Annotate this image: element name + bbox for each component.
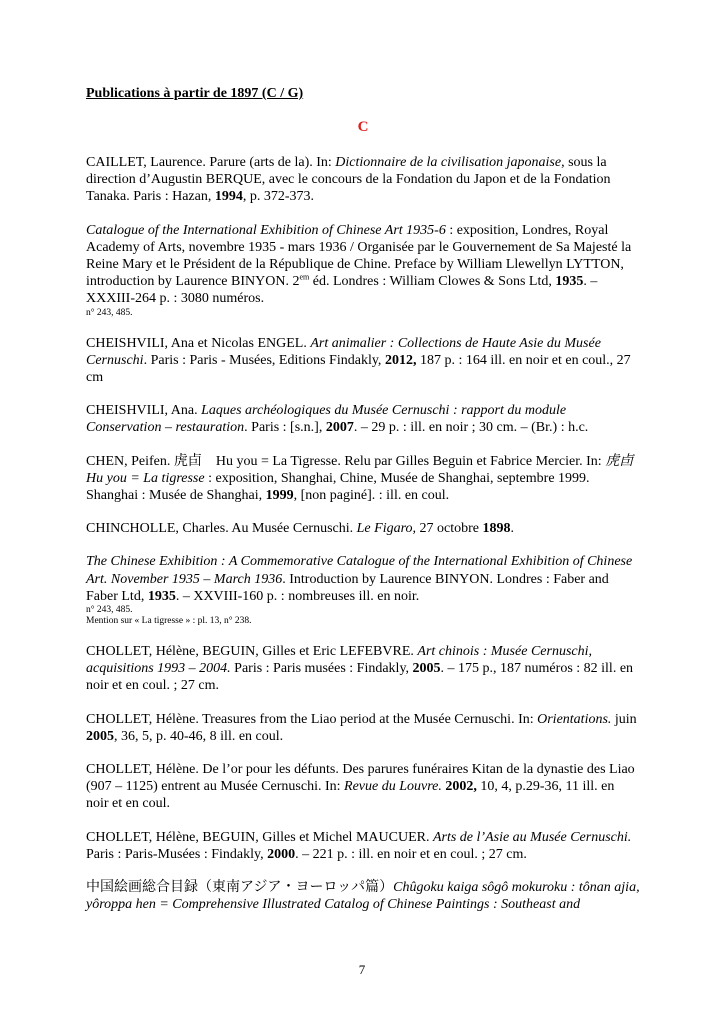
italic-title: Orientations. <box>537 711 612 727</box>
entry-segment: , sous la direction d’Augustin BERQUE, avec le concours de la Fondation du Japon et de la Fondation Tanaka. Paris : Hazan, <box>86 155 611 205</box>
entry-segment: 27 octobre <box>416 521 483 537</box>
italic-title: Dictionnaire de la civilisation japonaise <box>335 155 562 170</box>
entry-segment: . – XXVIII-160 p. : nombreuses ill. en noir. <box>175 588 420 604</box>
bibliography-entry <box>86 829 640 863</box>
entry-text <box>86 335 640 387</box>
italic-title: The Chinese Exhibition : A Commemorative Catalogue of the International Exhibition of Chinese Art. November 1935 – March 1936 <box>86 554 633 587</box>
year: 2007 <box>325 420 354 436</box>
section-letter: C <box>357 119 369 135</box>
entry-text <box>86 222 640 308</box>
entry-segment: Paris : Paris musées : Findakly, <box>230 661 413 677</box>
bibliography-entry <box>86 402 640 436</box>
italic-title: 虎卣 Hu you = La tigresse <box>86 453 648 486</box>
bibliography-entry <box>86 879 640 913</box>
entry-text <box>86 453 648 505</box>
entry-segment: em <box>299 272 310 282</box>
entry-segment: . Introduction by Laurence BINYON. Londres : Faber and Faber Ltd, <box>86 571 609 604</box>
year: 1994 <box>214 189 243 205</box>
entry-segment: CHEN, Peifen. 虎卣 Hu you = La Tigresse. Relu par Gilles Beguin et Fabrice Mercier. In: <box>86 453 606 469</box>
bibliography-entry <box>86 222 640 319</box>
entry-text <box>86 761 640 813</box>
entry-segment: , p. 372-373. <box>242 189 315 205</box>
entry-segment: . Paris : Paris - Musées, Editions Findakly, <box>143 352 385 368</box>
italic-title: Art chinois : Musée Cernuschi, acquisitions 1993 – 2004. <box>86 644 592 677</box>
entry-text <box>86 879 640 913</box>
year: 1935 <box>555 274 584 290</box>
year: 2005 <box>86 728 114 744</box>
italic-title: Le Figaro, <box>356 521 417 537</box>
bibliography-entry <box>86 453 648 505</box>
entry-text <box>86 829 640 863</box>
italic-title: Arts de l’Asie au Musée Cernuschi. <box>432 829 632 845</box>
page-title: Publications à partir de 1897 (C / G) <box>86 86 304 101</box>
entry-segment: : exposition, Shanghai, Chine, Musée de Shanghai, septembre 1999. Shanghai : Musée de Shanghai, <box>86 470 590 504</box>
year: 2002, <box>445 779 477 795</box>
entry-note: n° 243, 485. <box>86 307 133 318</box>
entry-segment: CHINCHOLLE, Charles. Au Musée Cernuschi. <box>86 521 357 537</box>
bibliography-entry <box>86 520 640 537</box>
bibliography-entry <box>86 761 640 813</box>
year: 1999 <box>265 488 294 504</box>
year: 2000 <box>267 846 296 862</box>
entry-segment: . – 221 p. : ill. en noir et en coul. ; 27 cm. <box>295 846 527 862</box>
italic-title: Chûgoku kaiga sôgô mokuroku : tônan ajia, yôroppa hen = Comprehensive Illustrated Catalog of Chinese Paintings : Southeast and <box>86 880 640 913</box>
entry-text <box>86 553 640 605</box>
year: 1898 <box>482 521 511 537</box>
entry-text <box>86 643 640 695</box>
bibliography-entry <box>86 335 640 387</box>
entry-text <box>86 402 640 436</box>
entry-segment: CHEISHVILI, Ana. <box>86 403 202 419</box>
entry-segment: . – XXXIII-264 p. : 3080 numéros. <box>86 274 598 307</box>
bibliography-entry <box>86 154 640 206</box>
entry-segment: : exposition, Londres, Royal Academy of Arts, novembre 1935 - mars 1936 / Organisée par le Gouvernement de Sa Majesté la Reine Mary et le Président de la République de Chine. Preface by William Llewellyn LYTTON, introduction by Laurence BINYON. 2 <box>86 222 632 290</box>
italic-title: Laques archéologiques du Musée Cernuschi : rapport du module Conservation – restauration <box>86 403 567 436</box>
entry-segment: CHOLLET, Hélène. Treasures from the Liao period at the Musée Cernuschi. In: <box>86 711 538 727</box>
entry-segment: 10, 4, p.29-36, 11 ill. en noir et en coul. <box>86 779 615 812</box>
italic-title: Catalogue of the International Exhibition of Chinese Art 1935-6 <box>86 222 446 238</box>
entry-segment: . – 29 p. : ill. en noir ; 30 cm. – (Br.) : h.c. <box>353 420 589 436</box>
bibliography-entry <box>86 643 640 695</box>
entry-text <box>86 154 640 206</box>
entry-segment: , [non paginé]. : ill. en coul. <box>293 488 450 504</box>
bibliography-entry <box>86 711 640 745</box>
entry-segment: Paris : Paris-Musées : Findakly, <box>86 846 268 862</box>
entry-segment: CAILLET, Laurence. Parure (arts de la). In: <box>86 155 336 170</box>
entry-segment: juin <box>611 711 637 727</box>
bibliography-entry <box>86 553 640 627</box>
entry-segment: 中国絵画総合目録（東南アジア・ヨーロッパ篇） <box>86 880 394 896</box>
entry-text <box>86 520 640 537</box>
bibliography-list <box>86 154 648 914</box>
page-number: 7 <box>358 962 366 977</box>
entry-segment: . – 175 p., 187 numéros : 82 ill. en noir et en coul. ; 27 cm. <box>86 661 634 694</box>
entry-text <box>86 711 640 745</box>
year: 2005 <box>412 661 441 677</box>
entry-segment: CHOLLET, Hélène, BEGUIN, Gilles et Eric LEFEBVRE. <box>86 644 418 660</box>
entry-segment: 187 p. : 164 ill. en noir et en coul., 27 cm <box>86 352 631 386</box>
entry-segment: . Paris : [s.n.], <box>244 420 326 436</box>
document-page <box>86 86 648 930</box>
italic-title: Art animalier : Collections de Haute Asie du Musée Cernuschi <box>86 335 601 368</box>
entry-note: n° 243, 485. <box>86 605 133 616</box>
entry-segment: éd. Londres : William Clowes & Sons Ltd, <box>309 274 556 290</box>
year: 1935 <box>147 588 176 604</box>
entry-segment: CHEISHVILI, Ana et Nicolas ENGEL. <box>86 335 311 351</box>
entry-note: Mention sur « La tigresse » : pl. 13, n° 238. <box>86 616 252 627</box>
entry-segment: CHOLLET, Hélène, BEGUIN, Gilles et Michel MAUCUER. <box>86 829 433 845</box>
italic-title: Revue du Louvre. <box>344 779 442 795</box>
entry-segment: . <box>510 521 514 537</box>
entry-segment: , 36, 5, p. 40-46, 8 ill. en coul. <box>114 728 284 744</box>
year: 2012, <box>384 352 417 368</box>
entry-segment: CHOLLET, Hélène. De l’or pour les défunts. Des parures funéraires Kitan de la dynastie des Liao (907 – 1125) entrent au Musée Cernuschi. In: <box>86 762 635 795</box>
